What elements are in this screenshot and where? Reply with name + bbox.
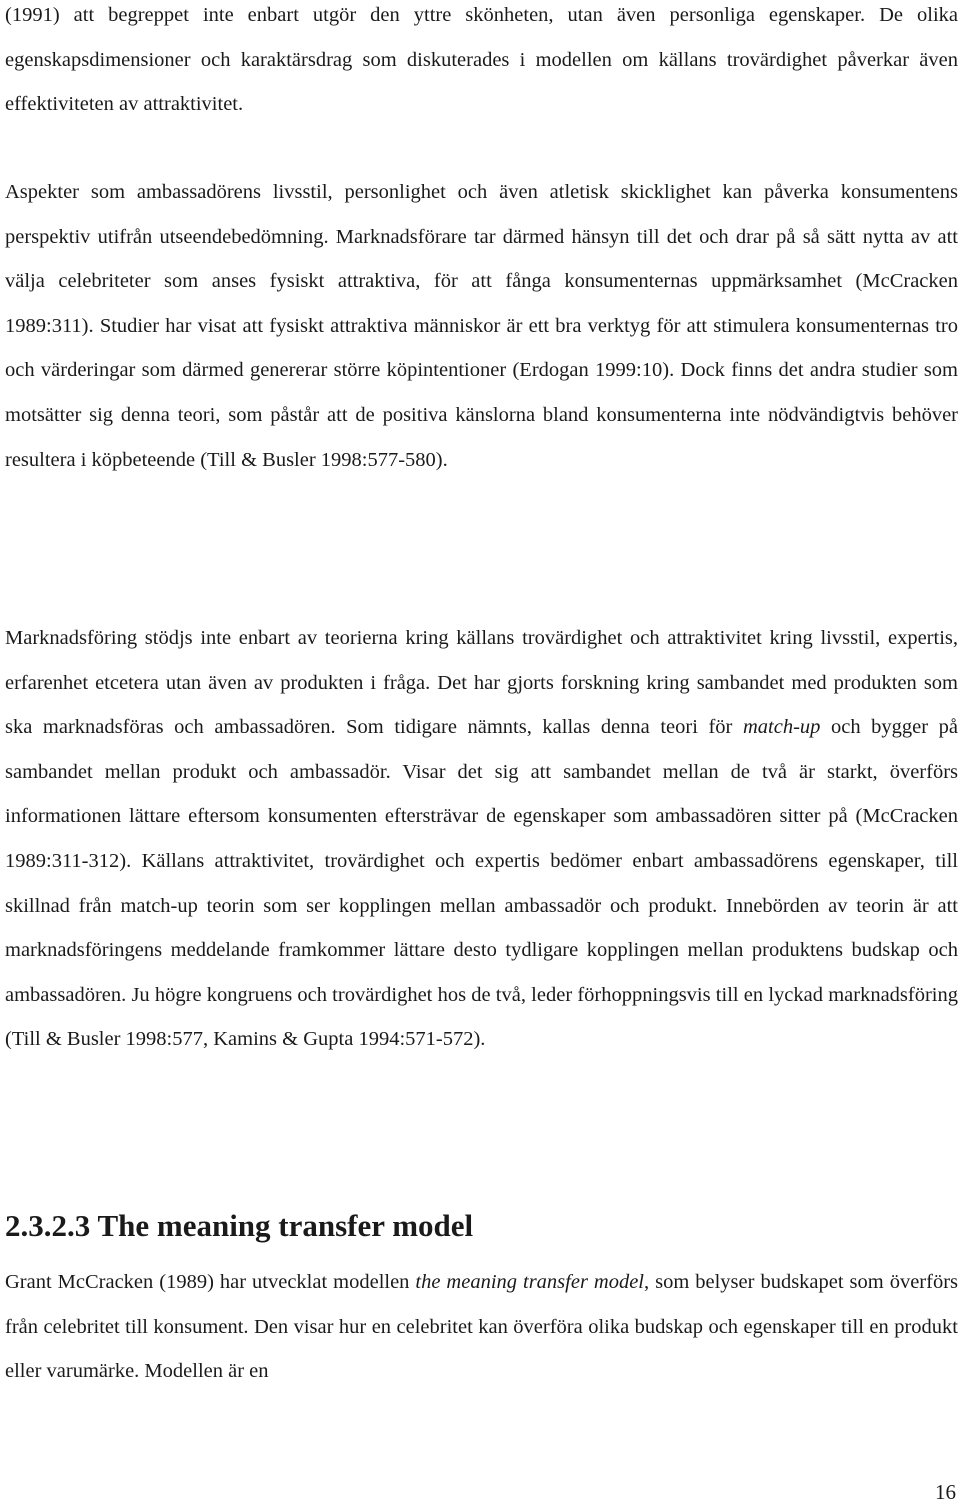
match-up-term: match-up (742, 716, 821, 739)
paragraph-3-text-end: och bygger på sambandet mellan produkt och ambassadör. Visar det sig att sambandet mellan de två är starkt, överförs informationen lättare eftersom konsumenten eftersträvar de egenskaper som ambassadören sitter på (McCracken 1989:311-312). Källans attraktivitet, trovärdighet och expertis bedömer enbart ambassadörens egenskaper, till skillnad från match-up teorin som ser kopplingen mellan ambassadör och produkt. Innebörden av teorin är att marknadsföringens meddelande framkommer lättare desto tydligare kopplingen mellan produktens budskap och ambassadören. Ju högre kongruens och trovärdighet hos de två, leder förhoppningsvis till en lyckad marknadsföring (Till & Busler 1998:577, Kamins & Gupta 1994:571-572). (5, 716, 959, 1051)
paragraph-2: Aspekter som ambassadörens livsstil, personlighet och även atletisk skicklighet kan påverka konsumentens perspektiv utifrån utseendebedömning. Marknadsförare tar därmed hänsyn till det och drar på så sätt nytta av att välja celebriteter som anses fysiskt attraktiva, för att fånga konsumenternas uppmärksamhet (McCracken 1989:311). Studier har visat att fysiskt attraktiva människor är ett bra verktyg för att stimulera konsumenternas tro och värderingar som därmed genererar större köpintentioner (Erdogan 1999:10). Dock finns det andra studier som motsätter sig denna teori, som påstår att de positiva känslorna bland konsumenterna inte nödvändigtvis behöver resultera i köpbeteende (Till & Busler 1998:577-580). (5, 181, 958, 471)
paragraph-1: (1991) att begreppet inte enbart utgör den yttre skönheten, utan även personliga egenskaper. De olika egenskapsdimensioner och karaktärsdrag som diskuterades i modellen om källans trovärdighet påverkar även effektiviteten av attraktivitet. (5, 4, 958, 116)
paragraph-4-text-end: , som belyser budskapet som överförs från celebritet till konsument. Den visar hur en celebritet kan överföra olika budskap och egenskaper till en produkt eller varumärke. Modellen är en (5, 1271, 958, 1383)
section-heading: 2.3.2.3 The meaning transfer model (5, 1208, 474, 1243)
paragraph-3-text-start: Marknadsföring stödjs inte enbart av teorierna kring källans trovärdighet och attraktivitet kring livsstil, expertis, erfarenhet etcetera utan även av produkten i fråga. Det har gjorts forskning kring sambandet med produkten som ska marknadsföras och ambassadören. Som tidigare nämnts, kallas denna teori för (5, 627, 958, 739)
paragraph-4-text-start: Grant McCracken (1989) har utvecklat modellen (5, 1271, 416, 1293)
page-number: 16 (935, 1480, 956, 1504)
paragraph-4 (5, 1260, 958, 1394)
paragraph-3 (5, 616, 958, 1062)
model-name-term: the meaning transfer model (415, 1271, 645, 1293)
